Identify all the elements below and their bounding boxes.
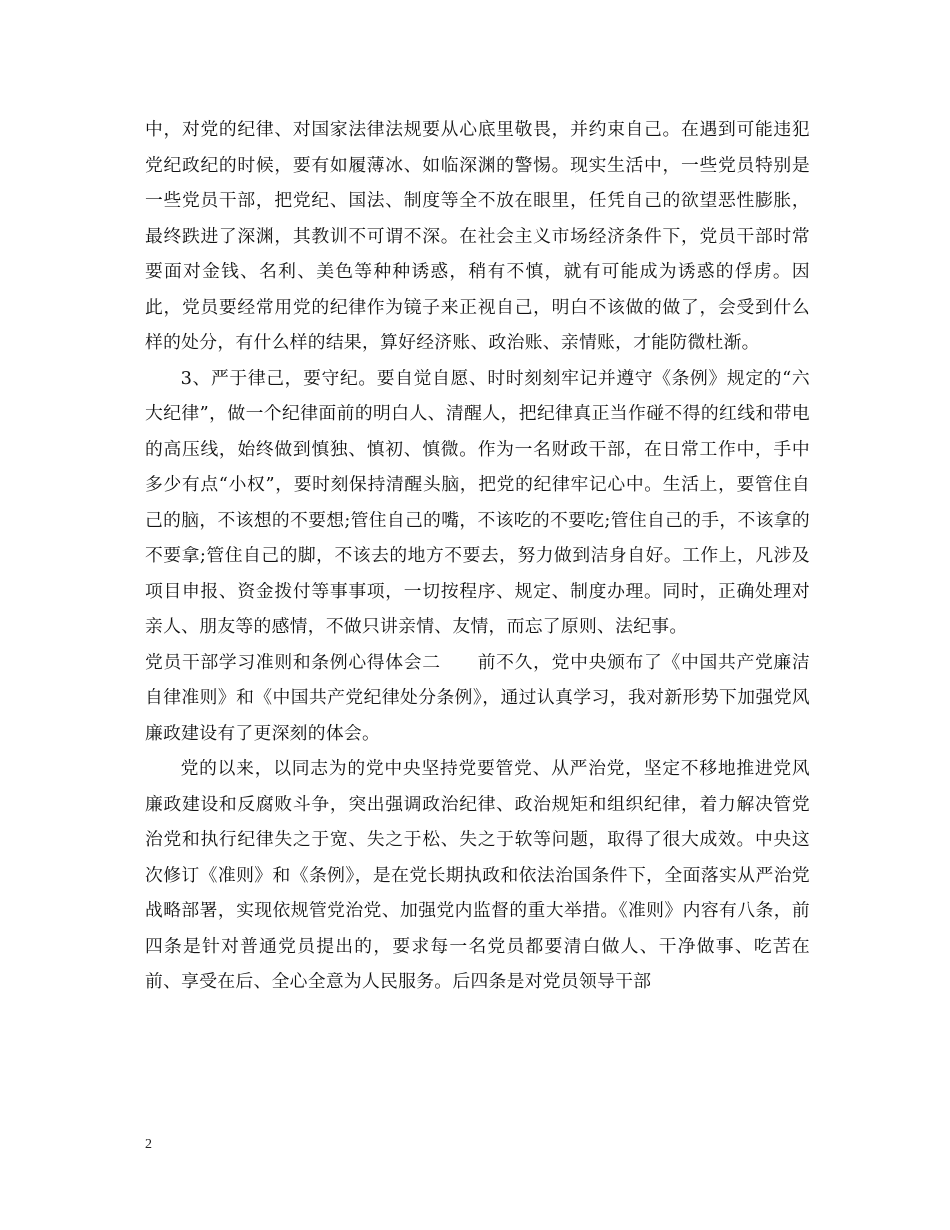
paragraph-3-section-heading: 党员干部学习准则和条例心得体会二 前不久，党中央颁布了《中国共产党廉洁自律准则》和《中国共产党纪律处分条例》，通过认真学习，我对新形势下加强党风廉政建设有了更深刻的体会。 bbox=[145, 651, 810, 744]
page-number: 2 bbox=[145, 1137, 152, 1152]
body-text bbox=[145, 112, 810, 1000]
paragraph-2: 3、严于律己，要守纪。要自觉自愿、时时刻刻牢记并遵守《条例》规定的“六大纪律”，做一个纪律面前的明白人、清醒人，把纪律真正当作碰不得的红线和带电的高压线，始终做到慎独、慎初、慎微。作为一名财政干部，在日常工作中，手中多少有点“小权”，要时刻保持清醒头脑，把党的纪律牢记心中。生活上，要管住自己的脑，不该想的不要想;管住自己的嘴，不该吃的不要吃;管住自己的手，不该拿的不要拿;管住自己的脚，不该去的地方不要去，努力做到洁身自好。工作上，凡涉及项目申报、资金拨付等事事项，一切按程序、规定、制度办理。同时，正确处理对亲人、朋友等的感情，不做只讲亲情、友情，而忘了原则、法纪事。 bbox=[145, 367, 810, 637]
paragraph-1: 中，对党的纪律、对国家法律法规要从心底里敬畏，并约束自己。在遇到可能违犯党纪政纪的时候，要有如履薄冰、如临深渊的警惕。现实生活中，一些党员特别是一些党员干部，把党纪、国法、制度等全不放在眼里，任凭自己的欲望恶性膨胀，最终跌进了深渊，其教训不可谓不深。在社会主义市场经济条件下，党员干部时常要面对金钱、名利、美色等种种诱惑，稍有不慎，就有可能成为诱惑的俘虏。因此，党员要经常用党的纪律作为镜子来正视自己，明白不该做的做了，会受到什么样的处分，有什么样的结果，算好经济账、政治账、亲情账，才能防微杜渐。 bbox=[145, 119, 810, 353]
paragraph-4: 党的以来，以同志为的党中央坚持党要管党、从严治党，坚定不移地推进党风廉政建设和反腐败斗争，突出强调政治纪律、政治规矩和组织纪律，着力解决管党治党和执行纪律失之于宽、失之于松、失之于软等问题，取得了很大成效。中央这次修订《准则》和《条例》，是在党长期执政和依法治国条件下，全面落实从严治党战略部署，实现依规管党治党、加强党内监督的重大举措。《准则》内容有八条，前四条是针对普通党员提出的，要求每一名党员都要清白做人、干净做事、吃苦在前、享受在后、全心全意为人民服务。后四条是对党员领导干部 bbox=[145, 758, 810, 992]
